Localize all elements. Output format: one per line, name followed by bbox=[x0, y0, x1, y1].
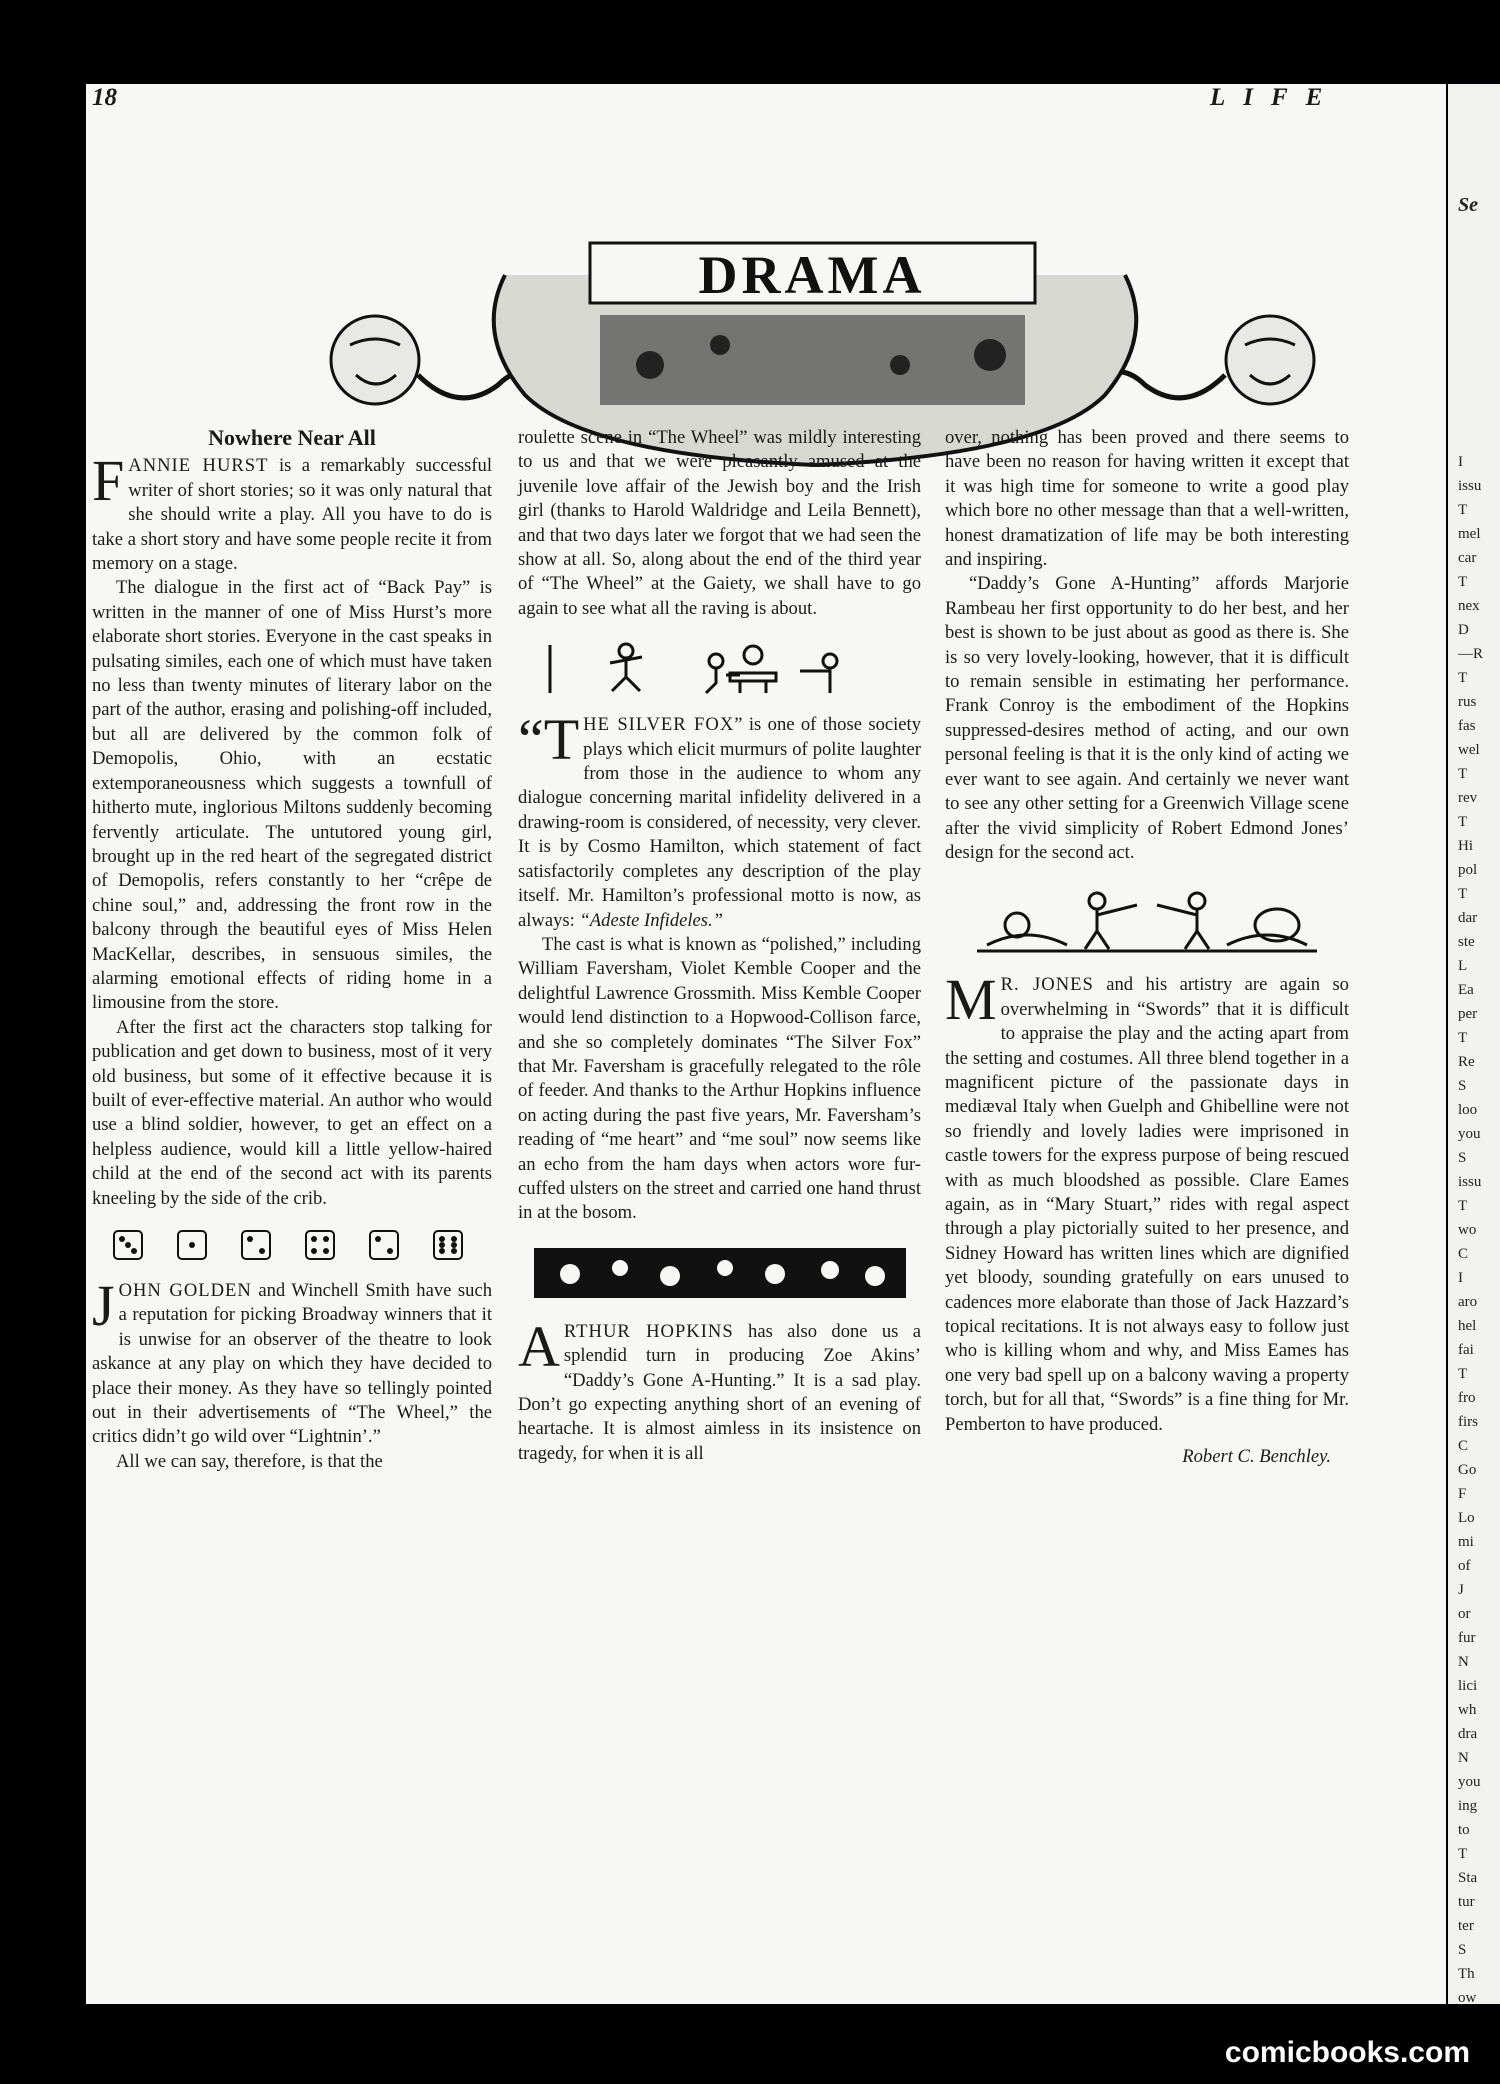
next-page-fragment: loo bbox=[1458, 1102, 1478, 1118]
watermark: comicbooks.com bbox=[1224, 2036, 1470, 2069]
next-page-fragment: I bbox=[1458, 454, 1463, 470]
drop-cap: M bbox=[945, 967, 997, 1033]
next-page-fragment: S bbox=[1458, 1942, 1467, 1958]
next-page-fragment: F bbox=[1458, 1486, 1467, 1502]
next-page-fragment: T bbox=[1458, 1846, 1468, 1862]
next-page-fragment: T bbox=[1458, 886, 1468, 902]
paragraph: “Daddy’s Gone A-Hunting” affords Marjorie Rambeau her first opportunity to do her best, and her best is shown to be just about as good as there is. She is so very lovely-looking, however, that it is difficult to remain sensible in estimating her performance. Frank Conroy is the embodiment of the Hopkins suppressed-desires method of acting, and our own personal feeling is that it is the only kind of acting we ever want to see again. And certainly we never want to see any other setting for a Greenwich Village scene after the vivid simplicity of Robert Edmond Jones’ design for the second act. bbox=[945, 573, 1349, 863]
paragraph: The cast is what is known as “polished,” including William Faversham, Violet Kemble Cooper and the delightful Lawrence Grossmith. Miss Kemble Cooper would lend distinction to a Hopwood-Collison farce, and she so completely dominates “The Silver Fox” that Mr. Faversham is gracefully relegated to the rôle of feeder. And thanks to the Arthur Hopkins influence on acting during the past five years, Mr. Faversham’s reading of “me heart” and “me soul” now seems like an echo from the ham days when actors wore fur-cuffed ulsters on the street and carried one hand thrust in at the bosom. bbox=[518, 933, 921, 1224]
next-page-fragment: ter bbox=[1458, 1918, 1474, 1934]
next-page-fragment: T bbox=[1458, 814, 1468, 830]
paragraph: FANNIE HURST is a remarkably successful writer of short stories; so it was only natural that she should write a play. All you have to do is take a short story and have some people recite it from memory on a stage. bbox=[92, 448, 492, 575]
next-page-fragment: Go bbox=[1458, 1462, 1477, 1478]
paragraph: After the first act the characters stop talking for publication and get down to business, most of it very old business, but some of it effective because it is built of ever-effective material. An author who would use a blind soldier, however, to get an effect on a helpless audience, would kill a little yellow-haired child at the end of the second act with its parents kneeling by the side of the crib. bbox=[92, 1016, 492, 1209]
next-page-fragment: hel bbox=[1458, 1318, 1477, 1334]
next-page-fragment: per bbox=[1458, 1006, 1478, 1022]
magazine-title: LIFE bbox=[1210, 84, 1341, 111]
next-page-fragment: lici bbox=[1458, 1678, 1478, 1694]
next-page-fragment: rus bbox=[1458, 694, 1477, 710]
next-page-fragment: T bbox=[1458, 1030, 1468, 1046]
next-page-fragment: N bbox=[1458, 1750, 1469, 1766]
next-page-fragment: S bbox=[1458, 1150, 1467, 1166]
next-page-fragment: C bbox=[1458, 1438, 1469, 1454]
next-page-fragment: wel bbox=[1458, 742, 1480, 758]
next-page-fragment: C bbox=[1458, 1246, 1469, 1262]
next-page-fragment: you bbox=[1458, 1126, 1481, 1142]
next-page-fragment: of bbox=[1458, 1558, 1471, 1574]
next-page-fragment: aro bbox=[1458, 1294, 1478, 1310]
next-page-fragment: —R bbox=[1458, 646, 1484, 662]
paragraph: JOHN GOLDEN and Winchell Smith have such a reputation for picking Broadway winners that it is unwise for an observer of the theatre to look askance at any play on which they have decided to place their money. As they have so tellingly pointed out in their advertisements of “The Wheel,” the critics didn’t go wild over “Lightnin’.” bbox=[92, 1273, 492, 1448]
paragraph: The dialogue in the first act of “Back Pay” is written in the manner of one of Miss Hurst’s more elaborate short stories. Everyone in the cast speaks in pulsating similes, each one of which must have taken no less than twenty minutes of literary labor on the part of the author, erasing and polishing-off included, but all are delivered by the common folk of Demopolis, Ohio, with an ecstatic extemporaneousness which suggests a townfull of hitherto mute, inglorious Miltons suddenly becoming fervently articulate. The untutored young girl, brought up in the red heart of the segregated district of Demopolis, refers constantly to her “crêpe de chine soul,” and, addressing the front row in the balcony through the beautiful eyes of Miss Helen MacKellar, describes, in sensuous similes, the alarming emotional effects of riding home in a limousine from the store. bbox=[92, 577, 492, 1014]
author-signature: Robert C. Benchley. bbox=[1182, 1446, 1331, 1468]
paragraph: “THE SILVER FOX” is one of those society plays which elicit murmurs of polite laughter from those in the audience to whom any dialogue concerning marital infidelity delivered in a drawing-room is considered, of necessity, very clever. It is by Cosmo Hamilton, which statement of fact satisfactorily completes any description of the play itself. Mr. Hamilton’s professional motto is now, as always: “Adeste Infideles.” bbox=[518, 707, 921, 931]
next-page-fragment: car bbox=[1458, 550, 1477, 566]
next-page-fragment: tur bbox=[1458, 1894, 1475, 1910]
next-page-fragment: Re bbox=[1458, 1054, 1475, 1070]
paragraph: ARTHUR HOPKINS has also done us a splendid turn in producing Zoe Akins’ “Daddy’s Gone A-Hunting.” It is a sad play. Don’t go expecting anything short of an evening of heartache. It is almost aimless in its insistence on tragedy, for when it is all bbox=[518, 1313, 921, 1464]
next-page-fragment: fas bbox=[1458, 718, 1476, 734]
next-page-fragment: issu bbox=[1458, 478, 1482, 494]
next-page-fragment: ing bbox=[1458, 1798, 1478, 1814]
next-page-fragment: D bbox=[1458, 622, 1469, 638]
next-page-fragment: J bbox=[1458, 1582, 1464, 1598]
next-page-fragment: nex bbox=[1458, 598, 1480, 614]
drop-cap: A bbox=[518, 1313, 560, 1379]
banner-title: DRAMA bbox=[698, 245, 926, 305]
next-page-fragment: T bbox=[1458, 1198, 1468, 1214]
dice-ornament bbox=[102, 1225, 482, 1265]
next-page-fragment: wo bbox=[1458, 1222, 1477, 1238]
next-page-fragment: S bbox=[1458, 1078, 1467, 1094]
next-page-header: Se bbox=[1458, 194, 1478, 216]
drop-cap: F bbox=[92, 448, 125, 514]
drop-cap: “T bbox=[518, 707, 580, 773]
column-1 bbox=[92, 426, 492, 1474]
next-page-fragment: wh bbox=[1458, 1702, 1477, 1718]
next-page-fragment: fur bbox=[1458, 1630, 1476, 1646]
drop-cap: J bbox=[92, 1273, 115, 1338]
next-page-fragment: firs bbox=[1458, 1414, 1478, 1430]
next-page-fragment: T bbox=[1458, 502, 1468, 518]
next-page-fragment: fai bbox=[1458, 1342, 1474, 1358]
next-page-fragment: Th bbox=[1458, 1966, 1475, 1982]
next-page-fragment: rev bbox=[1458, 790, 1478, 806]
next-page-fragment: Hi bbox=[1458, 838, 1473, 854]
article-heading: Nowhere Near All bbox=[208, 425, 376, 450]
next-page-fragment: ste bbox=[1458, 934, 1475, 950]
next-page-fragment: ow bbox=[1458, 1990, 1477, 2004]
next-page-fragment: to bbox=[1458, 1822, 1470, 1838]
next-page-fragment: issu bbox=[1458, 1174, 1482, 1190]
next-page-fragment: N bbox=[1458, 1654, 1469, 1670]
next-page-fragment: mi bbox=[1458, 1534, 1474, 1550]
next-page-fragment: fro bbox=[1458, 1390, 1476, 1406]
next-page-fragment: dar bbox=[1458, 910, 1478, 926]
next-page-fragment: T bbox=[1458, 670, 1468, 686]
next-page-fragment: L bbox=[1458, 958, 1468, 974]
next-page-fragment: or bbox=[1458, 1606, 1471, 1622]
column-2 bbox=[518, 426, 921, 1466]
next-page-fragment: Sta bbox=[1458, 1870, 1478, 1886]
sword-fight-illustration bbox=[957, 879, 1337, 959]
next-page-fragment: pol bbox=[1458, 862, 1478, 878]
next-page-fragment: T bbox=[1458, 1366, 1468, 1382]
dancing-figures-illustration bbox=[530, 1240, 910, 1306]
paragraph: over, nothing has been proved and there seems to have been no reason for having written it except that it was high time for someone to write a good play which bore no other message than that a well-written, honest dramatization of life may be both interesting and inspiring. bbox=[945, 427, 1349, 571]
next-page-fragment: you bbox=[1458, 1774, 1481, 1790]
page-number: 18 bbox=[92, 84, 117, 111]
paragraph: All we can say, therefore, is that the bbox=[116, 1450, 383, 1472]
next-page-fragment: T bbox=[1458, 766, 1468, 782]
next-page-fragment: I bbox=[1458, 1270, 1463, 1286]
paragraph: roulette scene in “The Wheel” was mildly interesting to us and that we were pleasantly amused at the juvenile love affair of the Jewish boy and the Irish girl (thanks to Harold Waldridge and Leila Bennett), and that two days later we forgot that we had seen the show at all. So, along about the end of the third year of “The Wheel” at the Gaiety, we shall have to go again to see what all the raving is about. bbox=[518, 427, 921, 619]
next-page-fragment: dra bbox=[1458, 1726, 1478, 1742]
column-3 bbox=[945, 426, 1349, 1469]
next-page-fragment: Lo bbox=[1458, 1510, 1475, 1526]
next-page-fragment: Ea bbox=[1458, 982, 1474, 998]
next-page-fragment: T bbox=[1458, 574, 1468, 590]
next-page-fragment: mel bbox=[1458, 526, 1481, 542]
paragraph: M R. JONES and his artistry are again so overwhelming in “Swords” that it is difficult to appraise the play and the acting apart from the setting and costumes. All three blend together in a magnificent picture of the passionate days in mediæval Italy when Guelph and Ghibelline were not so friendly and lovely ladies were imprisoned in castle towers for the express purpose of being rescued with as much bloodshed as possible. Clare Eames again, as in “Mary Stuart,” rides with regal aspect through a play pictorially suited to her presence, and Sidney Howard has written lines which are dignified yet bloody, sounding gratefully on ears unused to cadences more elaborate than those of Jack Hazzard’s topical recitations. It is not always easy to follow just who is killing whom and why, and Miss Eames has one very bad spell up on a balcony waving a property torch, but for all that, “Swords” is a fine thing for Mr. Pemberton to have produced. bbox=[945, 967, 1349, 1435]
silver-fox-figures-illustration bbox=[530, 635, 910, 699]
next-page-edge bbox=[1448, 84, 1500, 2004]
